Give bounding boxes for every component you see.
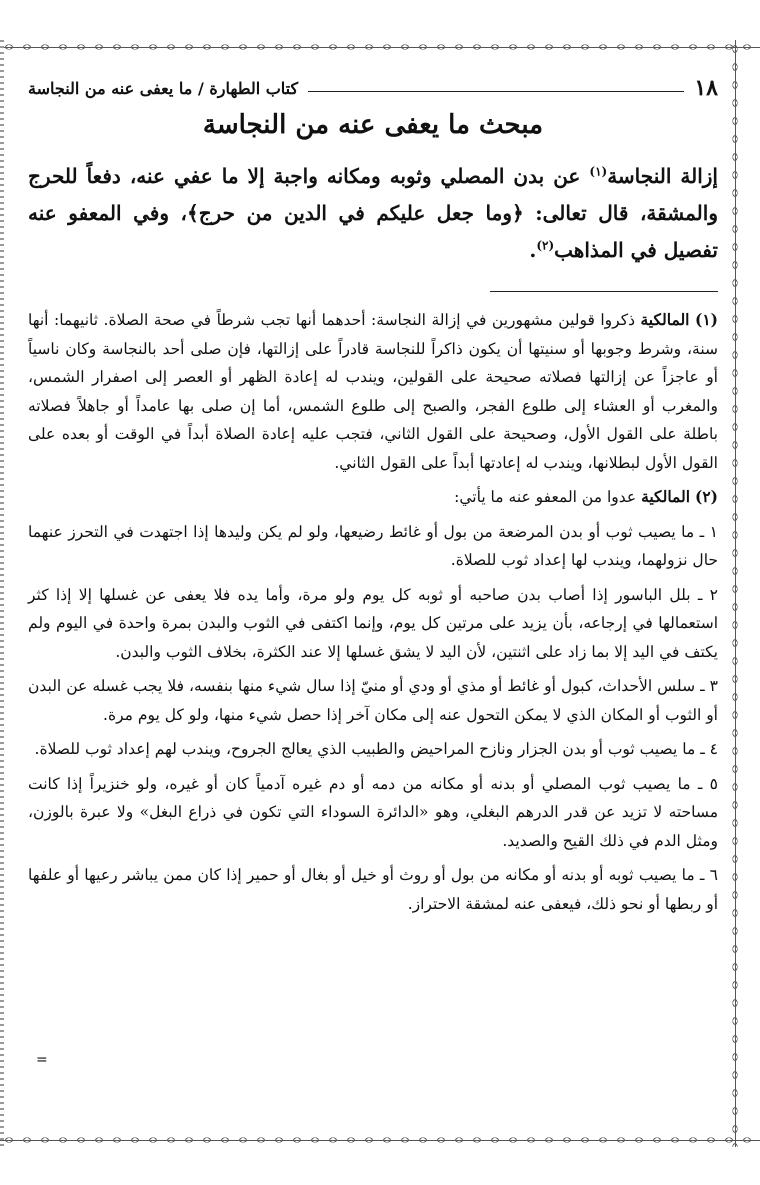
footnote-2-number: (٢): [694, 487, 718, 506]
main-text-part3: .: [529, 238, 537, 262]
footnote-2-school: المالكية: [641, 487, 691, 506]
page-number: ١٨: [694, 75, 718, 101]
page-header: [28, 72, 718, 104]
footnote-ref-2[interactable]: (٢): [536, 238, 555, 253]
list-item: ٦ ـ ما يصيب ثوبه أو بدنه أو مكانه من بول أو روث أو خيل أو بغال أو حمير إذا كان ممن يباشر رعيها أو علفها أو ربطها أو نحو ذلك، فيعفى عنه لمشقة الاحتراز.: [28, 866, 718, 913]
footnote-2: [28, 483, 718, 512]
ornamental-border-bottom: [0, 1133, 760, 1147]
footnotes: [28, 306, 718, 924]
main-text-part1: إزالة النجاسة: [607, 164, 718, 188]
footnote-1: [28, 306, 718, 477]
footnote-1-text: ذكروا قولين مشهورين في إزالة النجاسة: أحدهما أنها تجب شرطاً في صحة الصلاة. ثانيهما: أنها سنة، وشرط وجوبها أو سنيتها أن يكون ذاكراً للنجاسة قادراً على إزالتها، فإن صلى أحد بالنجاسة وكان ناسياً أو عاجزاً عن إزالتها فصلاته صحيحة على القولين، ويندب له إعادة الظهر أو العصر إلى اصفرار الشمس، والمغرب أو العشاء إلى طلوع الفجر، والصبح إلى طلوع الشمس، أما إن صلى بها عامداً أو جاهلاً فصلاته باطلة على القول الأول، وصحيحة على القول الثاني، فتجب عليه إعادة الصلاة أبداً في الوقت أو بعده على القول الأول لبطلانها، ويندب له إعادتها أبداً على القول الثاني.: [28, 311, 718, 472]
footnote-separator: [490, 291, 718, 292]
ornamental-border-top: [0, 40, 760, 54]
list-item: ٥ ـ ما يصيب ثوب المصلي أو بدنه أو مكانه من دمه أو دم غيره آدمياً كان أو غيره، ولو خنزيراً إذا كانت مساحته لا تزيد عن قدر الدرهم البغلي، وهو «الدائرة السوداء التي تكون في ذراع البغل» ولا عبرة بالوزن، ومثل الدم في ذلك القيح والصديد.: [28, 774, 718, 850]
border-left-edge: [0, 40, 4, 1147]
continuation-mark: =: [36, 1052, 48, 1068]
footnote-1-school: المالكية: [640, 310, 690, 329]
list-item: ١ ـ ما يصيب ثوب أو بدن المرضعة من بول أو غائط رضيعها، ولو لم يكن وليدها إذا اجتهدت في التحرز عنهما حال نزولهما، ويندب لها إعداد ثوب للصلاة.: [28, 522, 718, 569]
main-text-part2: عن بدن المصلي وثوبه ومكانه واجبة إلا ما عفي عنه، دفعاً للحرج والمشقة، قال تعالى: ﴿وما جعل عليكم في الدين من حرج﴾، وفي المعفو عنه تفصيل في المذاهب: [28, 164, 718, 262]
footnote-2-text: عدوا من المعفو عنه ما يأتي:: [454, 488, 642, 506]
list-item: ٣ ـ سلس الأحداث، كبول أو غائط أو مذي أو ودي أو منيّ إذا سال شيء منها بنفسه، فلا يجب غسله عن البدن أو الثوب أو المكان الذي لا يمكن التحول عنه إلى مكان آخر إذا حصل شيء منها، ولو كل يوم مرة.: [28, 677, 718, 724]
header-rule: [308, 91, 684, 92]
running-title: كتاب الطهارة / ما يعفى عنه من النجاسة: [28, 78, 299, 98]
ornamental-border-right: [728, 40, 742, 1147]
chapter-title: مبحث ما يعفى عنه من النجاسة: [202, 110, 544, 140]
list-item: ٢ ـ بلل الباسور إذا أصاب بدن صاحبه أو ثوبه كل يوم ولو مرة، وأما يده فلا يعفى عن غسلها إلا إذا كثر استعمالها في إرجاعه، بأن يزيد على مرتين كل يوم، وإنما اكتفى في الثوب والبدن بمرة واحدة في اليوم ولم يكتف في اليد إلا بما زاد على اثنتين، لأن اليد لا يشق غسلها إلا عند الكثرة، بخلاف الثوب والبدن.: [28, 585, 718, 661]
footnote-ref-1[interactable]: (١): [589, 164, 608, 179]
footnote-1-number: (١): [694, 310, 718, 329]
list-item: ٤ ـ ما يصيب ثوب أو بدن الجزار ونازح المراحيض والطبيب الذي يعالج الجروح، ويندب لهم إعداد ثوب للصلاة.: [34, 740, 718, 758]
main-paragraph: [28, 158, 718, 269]
